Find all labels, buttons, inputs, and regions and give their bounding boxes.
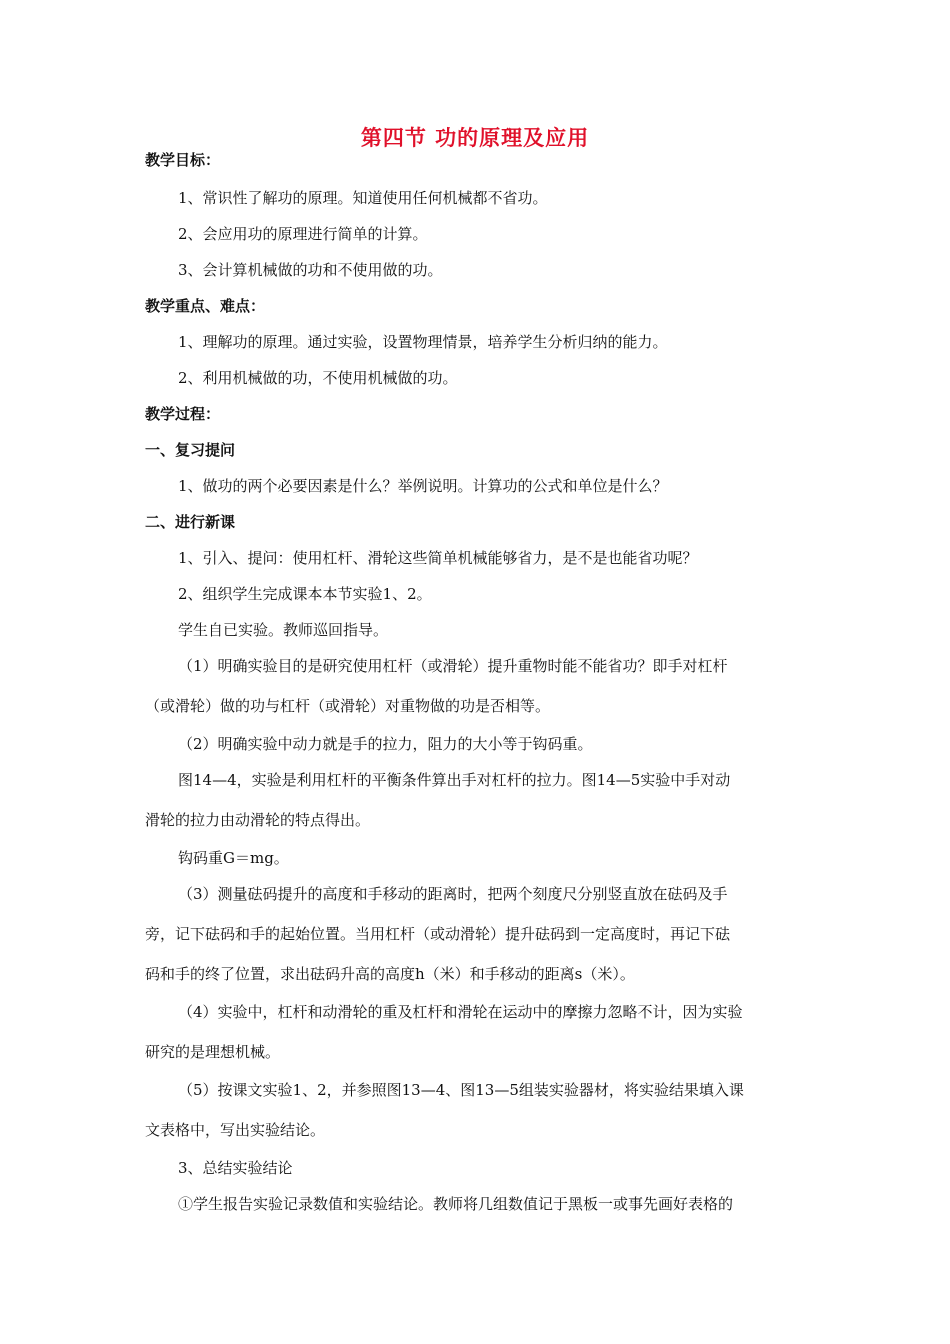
paragraph: （5）按课文实验1、2，并参照图13—4、图13—5组装实验器材，将实验结果填入课 — [178, 1081, 744, 1099]
paragraph: 3、会计算机械做的功和不使用做的功。 — [178, 261, 443, 279]
heading-process: 教学过程： — [145, 405, 221, 423]
paragraph: 1、引入、提问：使用杠杆、滑轮这些简单机械能够省力，是不是也能省功呢？ — [178, 549, 698, 567]
heading-review: 一、复习提问 — [145, 441, 236, 459]
paragraph: 图14—4，实验是利用杠杆的平衡条件算出手对杠杆的拉力。图14—5实验中手对动 — [178, 771, 731, 789]
paragraph: 2、会应用功的原理进行简单的计算。 — [178, 225, 428, 243]
heading-new-lesson: 二、进行新课 — [145, 513, 236, 531]
paragraph-continuation: 研究的是理想机械。 — [145, 1043, 281, 1061]
paragraph: 2、利用机械做的功，不使用机械做的功。 — [178, 369, 458, 387]
paragraph: 3、总结实验结论 — [178, 1159, 293, 1177]
heading-objectives: 教学目标： — [145, 151, 221, 169]
paragraph: 1、做功的两个必要因素是什么？举例说明。计算功的公式和单位是什么？ — [178, 477, 668, 495]
paragraph-continuation: 码和手的终了位置，求出砝码升高的高度h（米）和手移动的距离s（米）。 — [145, 965, 635, 983]
paragraph-continuation: 旁，记下砝码和手的起始位置。当用杠杆（或动滑轮）提升砝码到一定高度时，再记下砝 — [145, 925, 731, 943]
paragraph: （3）测量砝码提升的高度和手移动的距离时，把两个刻度尺分别竖直放在砝码及手 — [178, 885, 728, 903]
paragraph: （4）实验中，杠杆和动滑轮的重及杠杆和滑轮在运动中的摩擦力忽略不计，因为实验 — [178, 1003, 743, 1021]
paragraph: 钩码重G＝mg。 — [178, 849, 289, 867]
paragraph-continuation: 滑轮的拉力由动滑轮的特点得出。 — [145, 811, 371, 829]
paragraph: （1）明确实验目的是研究使用杠杆（或滑轮）提升重物时能不能省功？即手对杠杆 — [178, 657, 728, 675]
paragraph: 1、理解功的原理。通过实验，设置物理情景，培养学生分析归纳的能力。 — [178, 333, 668, 351]
paragraph: 学生自已实验。教师巡回指导。 — [178, 621, 389, 639]
paragraph: 1、常识性了解功的原理。知道使用任何机械都不省功。 — [178, 189, 548, 207]
paragraph: 2、组织学生完成课本本节实验1、2。 — [178, 585, 432, 603]
paragraph: （2）明确实验中动力就是手的拉力，阻力的大小等于钩码重。 — [178, 735, 593, 753]
paragraph: ①学生报告实验记录数值和实验结论。教师将几组数值记于黑板一或事先画好表格的 — [178, 1195, 734, 1213]
document-title: 第四节 功的原理及应用 — [360, 126, 590, 150]
heading-key-points: 教学重点、难点： — [145, 297, 266, 315]
paragraph-continuation: （或滑轮）做的功与杠杆（或滑轮）对重物做的功是否相等。 — [145, 697, 551, 715]
paragraph-continuation: 文表格中，写出实验结论。 — [145, 1121, 326, 1139]
